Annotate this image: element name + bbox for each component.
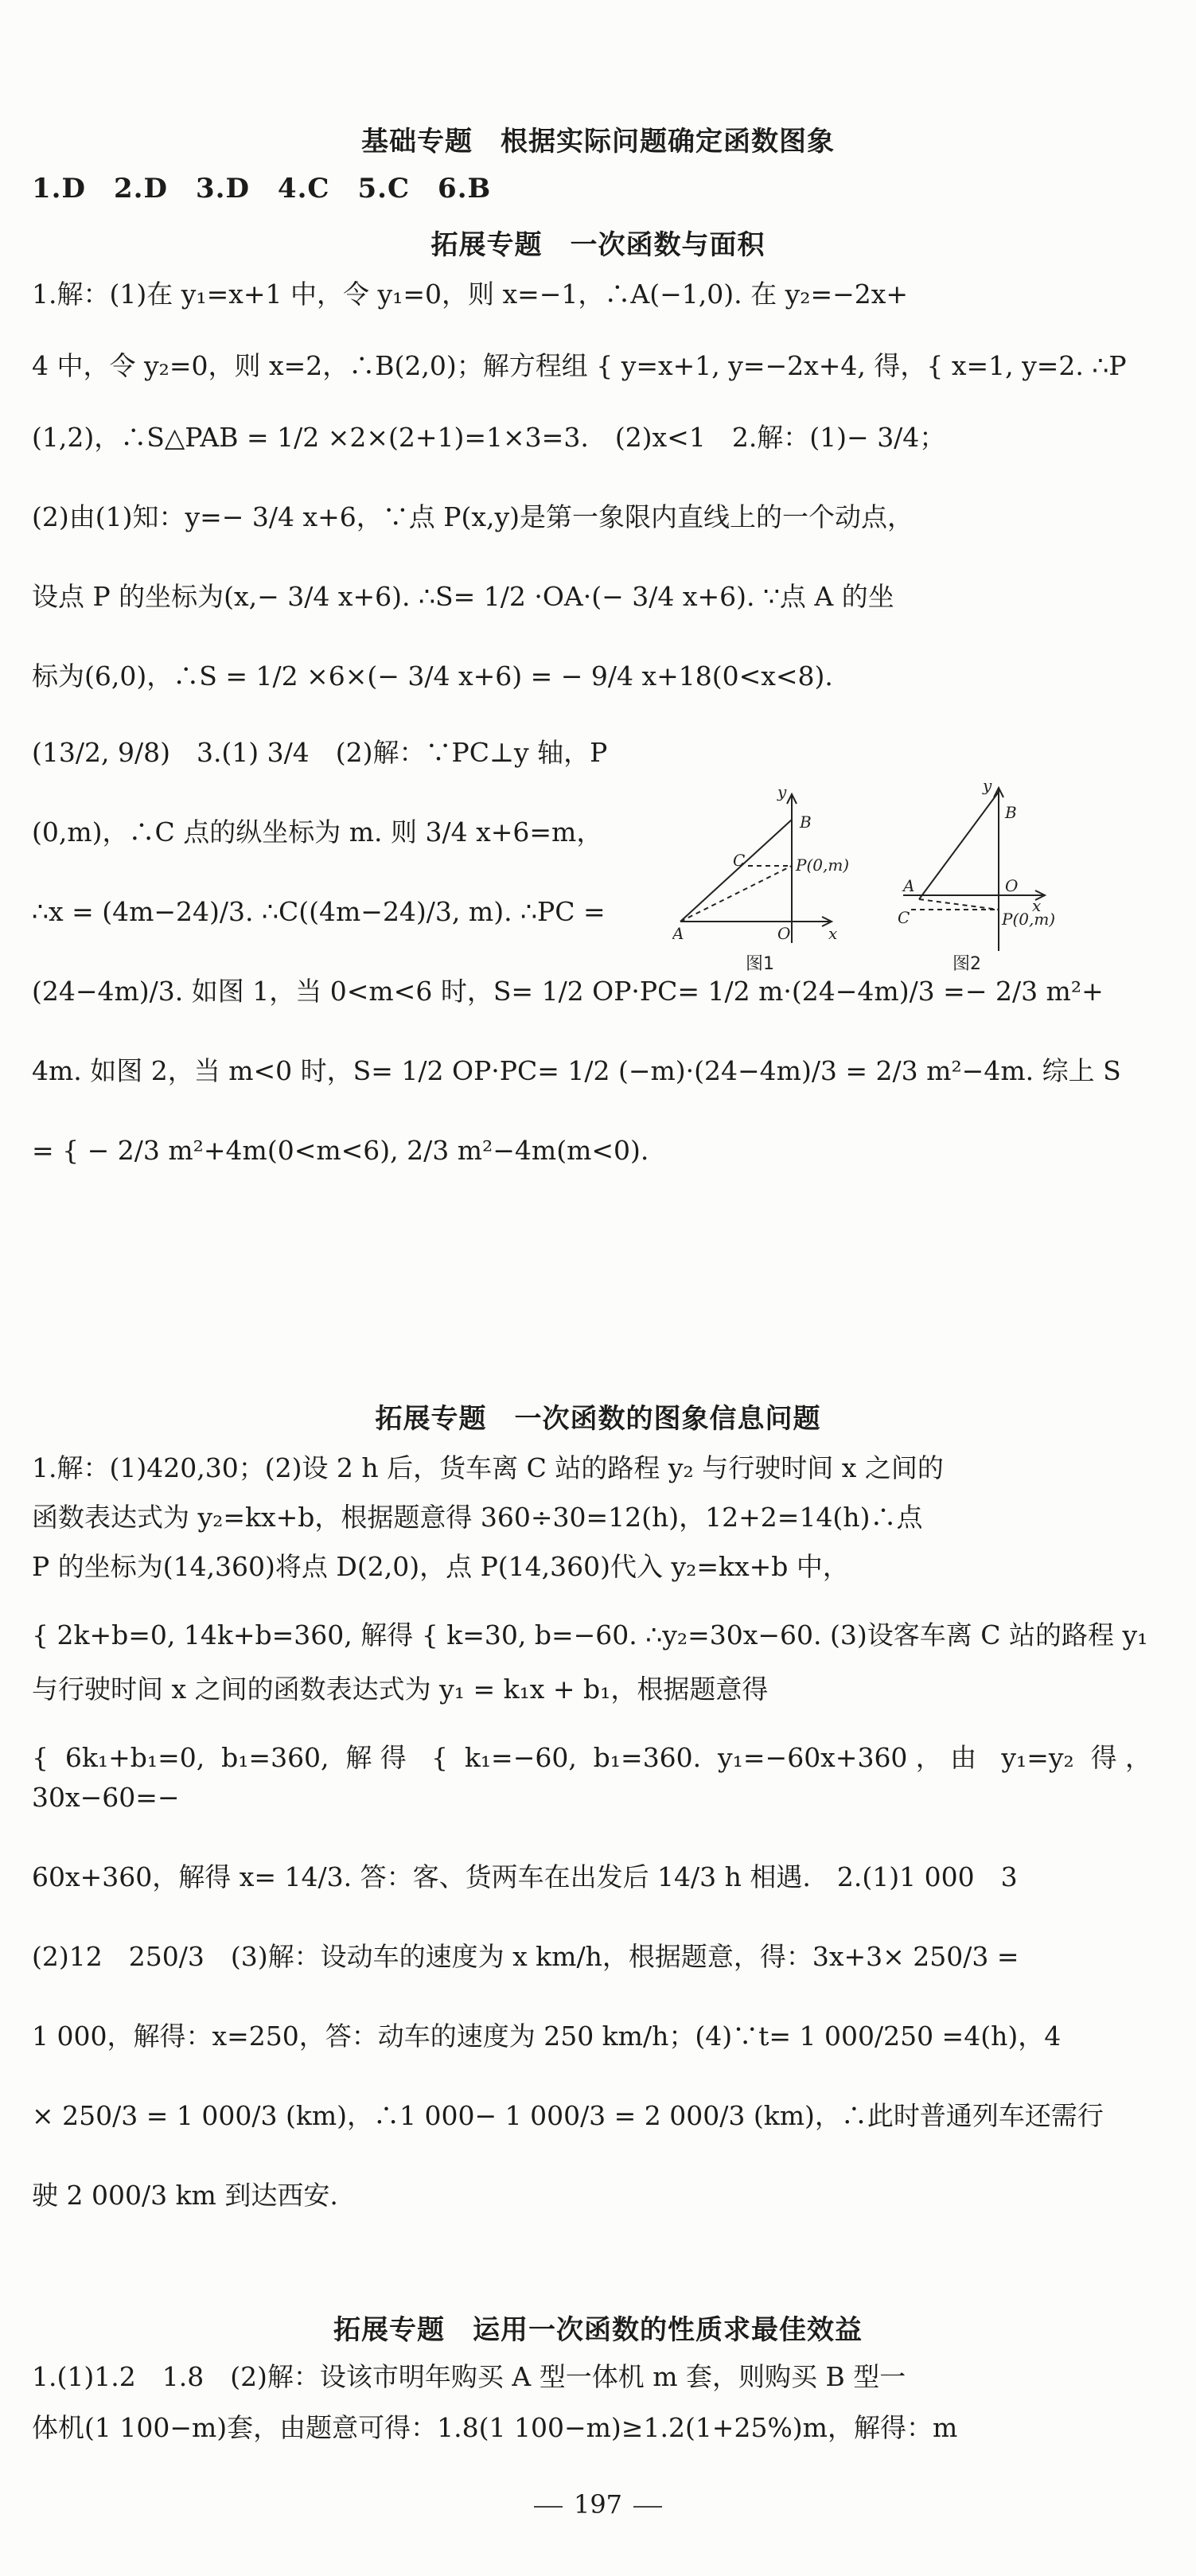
solution-line: ∴x = (4m−24)/3. ∴C((4m−24)/3, m). ∴PC =: [32, 896, 606, 927]
fig2-label-p: P(0,m): [1002, 910, 1056, 929]
answer-line: 1.D 2.D 3.D 4.C 5.C 6.B: [32, 173, 492, 205]
fig1-label-c: C: [733, 851, 746, 870]
section-title-basic: 基础专题 根据实际问题确定函数图象: [361, 126, 835, 158]
fig2-label-o: O: [1005, 876, 1019, 895]
solution-line: (2)由(1)知：y=− 3/4 x+6，∵点 P(x,y)是第一象限内直线上的一个动点，: [32, 501, 914, 532]
solution-line: 标为(6,0)，∴S = 1/2 ×6×(− 3/4 x+6) = − 9/4 x+18(0<x<8).: [32, 661, 833, 692]
figure-1-caption: 图1: [746, 954, 774, 974]
solution-line: P 的坐标为(14,360)将点 D(2,0)，点 P(14,360)代入 y₂=kx+b 中，: [32, 1551, 849, 1582]
solution-line: 4m. 如图 2，当 m<0 时，S= 1/2 OP·PC= 1/2 (−m)·(24−4m)/3 = 2/3 m²−4m. 综上 S: [32, 1055, 1121, 1086]
figure-2-caption: 图2: [953, 954, 981, 974]
section-title-best-benefit: 拓展专题 运用一次函数的性质求最佳效益: [333, 2314, 863, 2346]
solution-line: (13/2, 9/8) 3.(1) 3/4 (2)解：∵PC⊥y 轴，P: [32, 737, 608, 768]
solution-line: 4 中，令 y₂=0，则 x=2，∴B(2,0)；解方程组 { y=x+1, y=−2x+4, 得，{ x=1, y=2. ∴P: [32, 350, 1127, 381]
fig2-label-a: A: [903, 876, 915, 895]
solution-line: 1.(1)1.2 1.8 (2)解：设该市明年购买 A 型一体机 m 套，则购买 B 型一: [32, 2361, 906, 2392]
solution-line: 与行驶时间 x 之间的函数表达式为 y₁ = k₁x + b₁，根据题意得: [32, 1674, 769, 1705]
solution-line: 体机(1 100−m)套，由题意可得：1.8(1 100−m)≥1.2(1+25%)m，解得：m: [32, 2412, 958, 2443]
solution-line: 1.解：(1)420,30；(2)设 2 h 后，货车离 C 站的路程 y₂ 与行驶时间 x 之间的: [32, 1452, 944, 1483]
fig1-label-b: B: [800, 813, 812, 832]
solution-line: × 250/3 = 1 000/3 (km)，∴1 000− 1 000/3 = 2 000/3 (km)，∴此时普通列车还需行: [32, 2100, 1104, 2131]
solution-line: 驶 2 000/3 km 到达西安.: [32, 2180, 338, 2211]
solution-line: = { − 2/3 m²+4m(0<m<6), 2/3 m²−4m(m<0).: [32, 1135, 649, 1166]
solution-line: 1 000，解得：x=250，答：动车的速度为 250 km/h；(4)∵t= 1 000/250 =4(h)，4: [32, 2021, 1062, 2052]
fig2-label-x: x: [1032, 896, 1042, 915]
section-title-graph-info: 拓展专题 一次函数的图象信息问题: [375, 1403, 821, 1435]
solution-line: 1.解：(1)在 y₁=x+1 中，令 y₁=0，则 x=−1，∴A(−1,0). 在 y₂=−2x+: [32, 279, 909, 310]
fig1-label-p: P(0,m): [796, 855, 850, 875]
figure-graphs: [672, 780, 1150, 975]
fig2-label-c: C: [898, 908, 910, 927]
solution-line: (2)12 250/3 (3)解：设动车的速度为 x km/h，根据题意，得：3x+3× 250/3 =: [32, 1941, 1019, 1972]
fig1-label-x: x: [828, 924, 838, 943]
solution-line: 函数表达式为 y₂=kx+b，根据题意得 360÷30=12(h)，12+2=14(h)∴点: [32, 1502, 923, 1533]
section-area-body: [32, 275, 1151, 1171]
section-best-benefit-body: [32, 2357, 1151, 2448]
fig1-label-y: y: [777, 782, 787, 801]
fig2-label-b: B: [1005, 803, 1017, 822]
solution-line: (0,m)，∴C 点的纵坐标为 m. 则 3/4 x+6=m，: [32, 816, 603, 848]
fig1-label-a: A: [672, 924, 684, 943]
solution-line: { 6k₁+b₁=0, b₁=360, 解得 { k₁=−60, b₁=360. y₁=−60x+360，由 y₁=y₂ 得，30x−60=−: [32, 1742, 1151, 1813]
solution-line: 60x+360，解得 x= 14/3. 答：客、货两车在出发后 14/3 h 相遇. 2.(1)1 000 3: [32, 1861, 1018, 1892]
solution-line: { 2k+b=0, 14k+b=360, 解得 { k=30, b=−60. ∴y₂=30x−60. (3)设客车离 C 站的路程 y₁: [32, 1619, 1148, 1650]
solution-line: (24−4m)/3. 如图 1，当 0<m<6 时，S= 1/2 OP·PC= 1/2 m·(24−4m)/3 =− 2/3 m²+: [32, 976, 1104, 1007]
solution-line: 设点 P 的坐标为(x,− 3/4 x+6). ∴S= 1/2 ·OA·(− 3/4 x+6). ∵点 A 的坐: [32, 581, 894, 612]
fig2-label-y: y: [983, 780, 992, 795]
section-title-area: 拓展专题 一次函数与面积: [430, 229, 766, 261]
fig1-label-o: O: [777, 924, 791, 943]
page-number: 197: [0, 2489, 1196, 2519]
section-graph-info-body: [32, 1448, 1151, 2216]
solution-line: (1,2)，∴S△PAB = 1/2 ×2×(2+1)=1×3=3. (2)x<1 2.解：(1)− 3/4；: [32, 422, 946, 453]
